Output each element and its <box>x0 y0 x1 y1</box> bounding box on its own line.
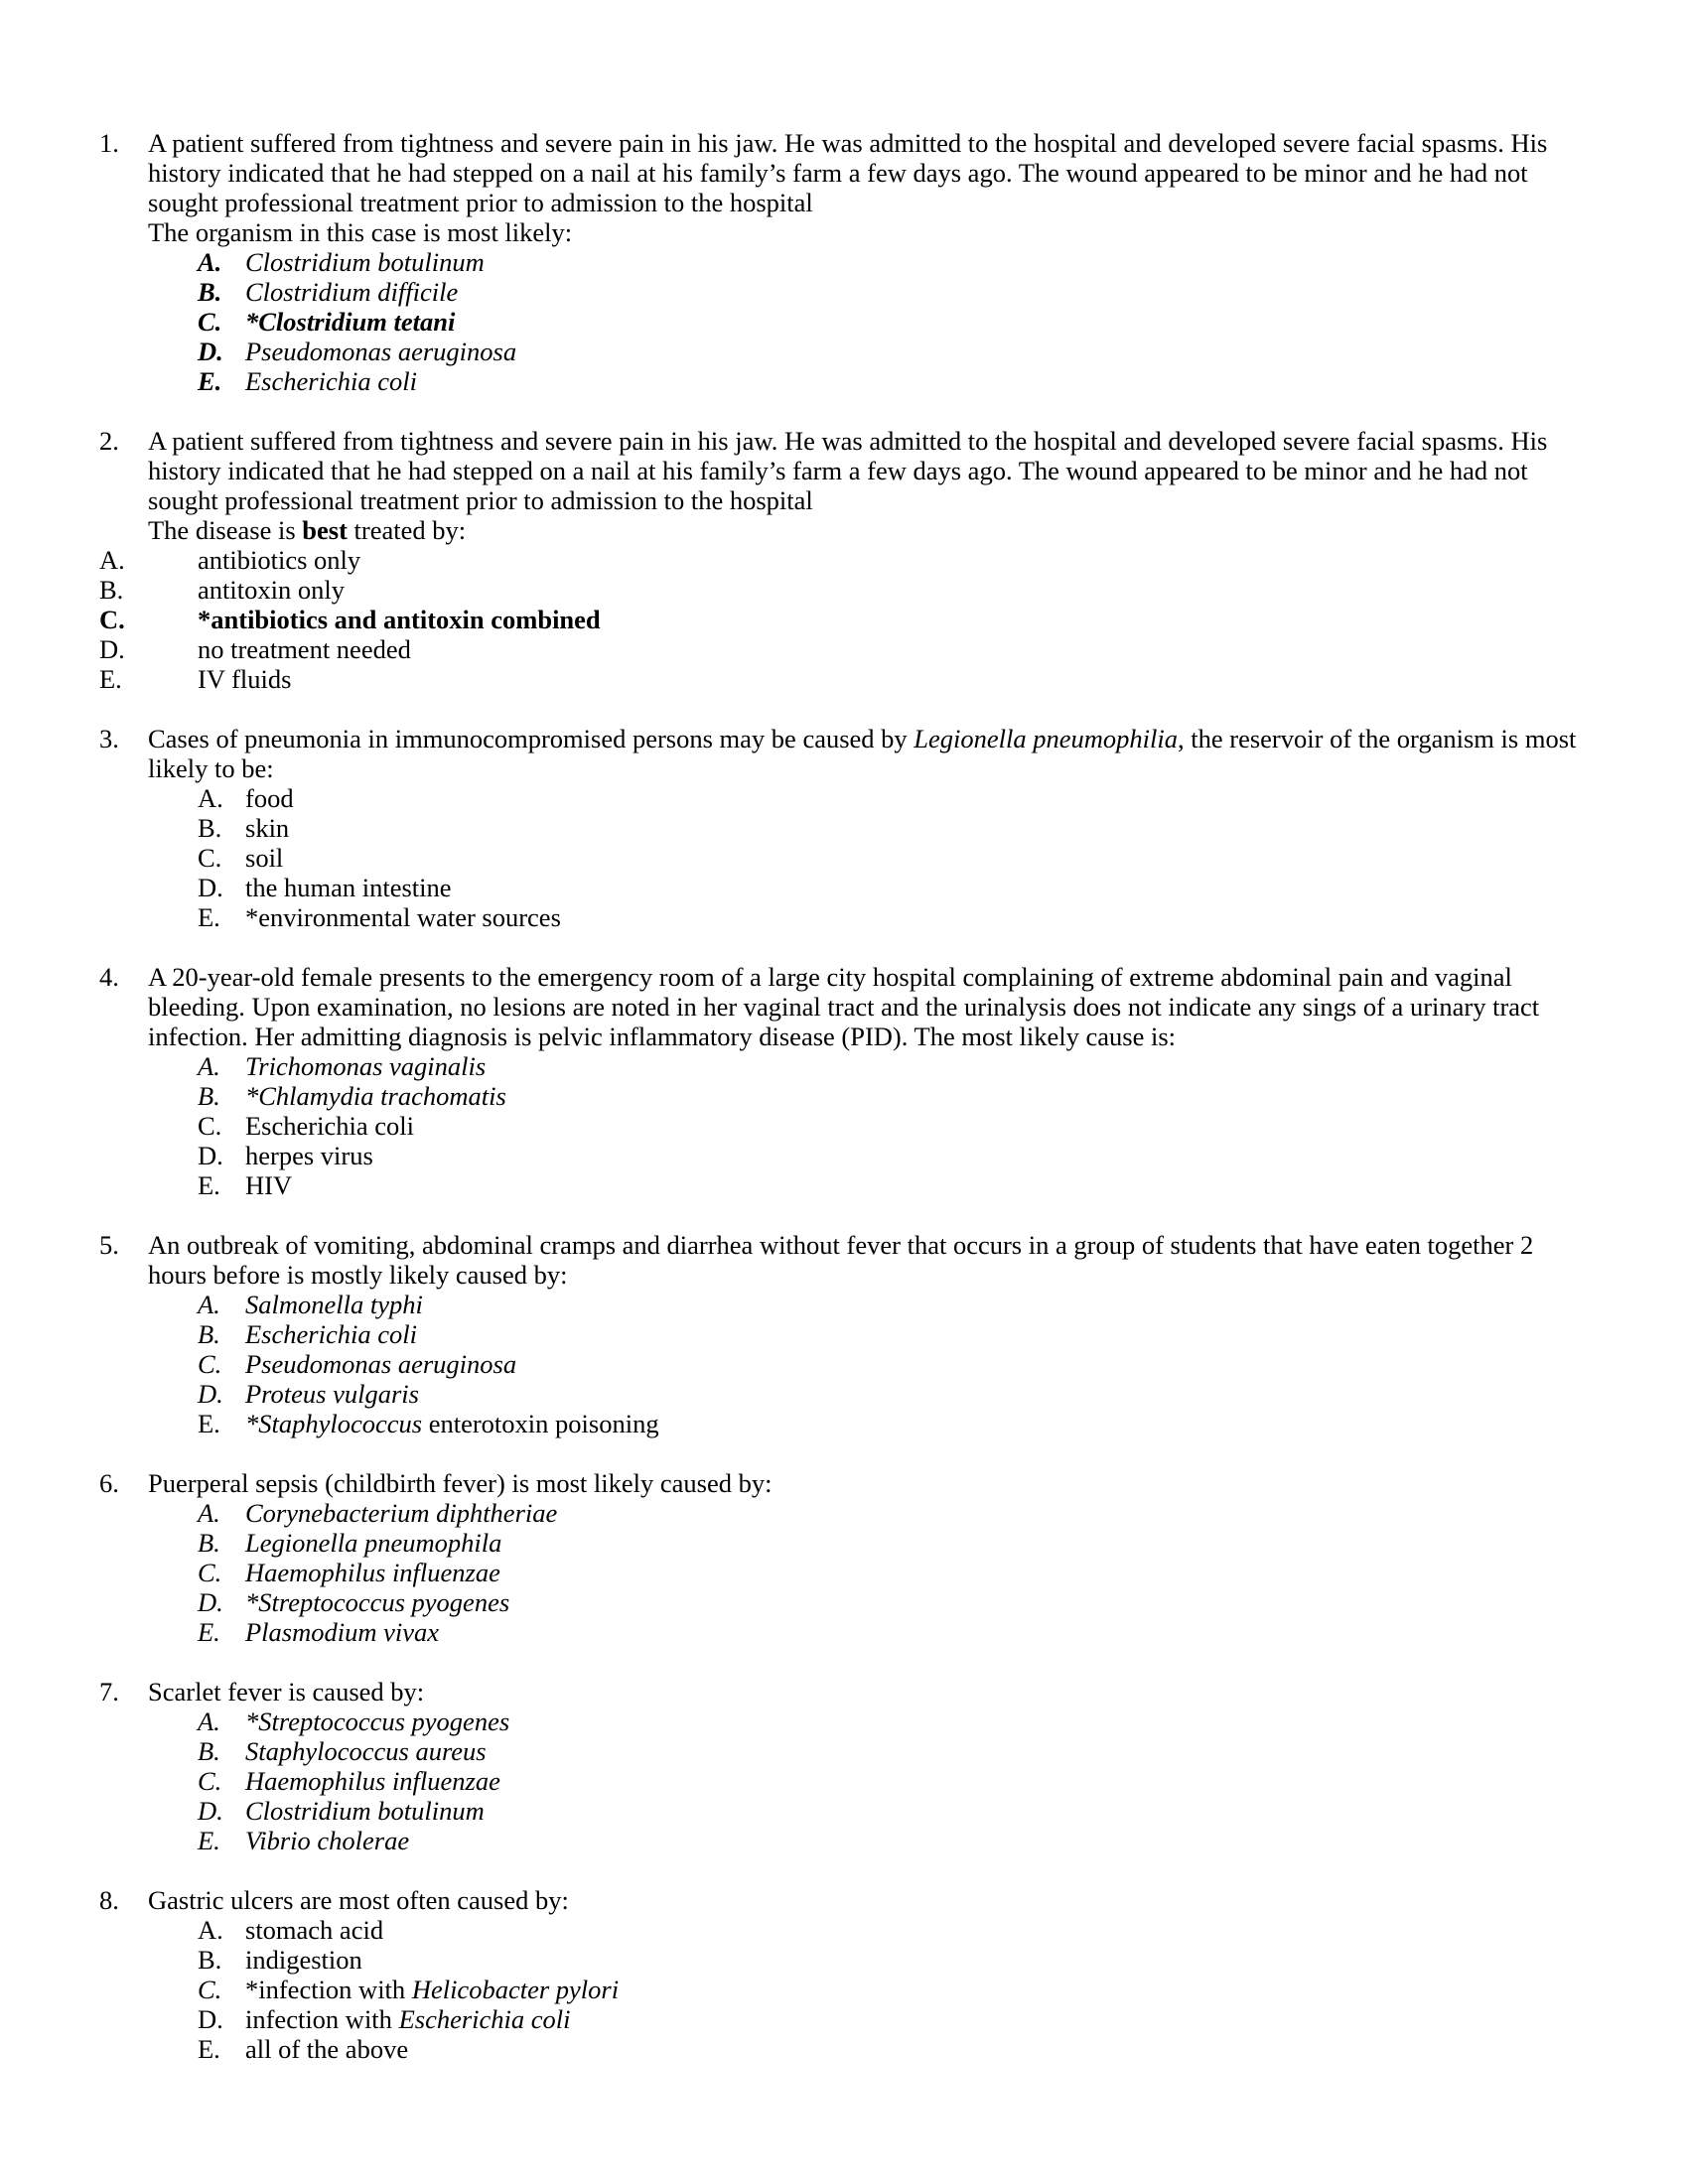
option-text <box>245 247 485 277</box>
answer-option <box>0 813 1688 843</box>
option-letter: E. <box>198 1409 220 1438</box>
option-letter: D. <box>198 1141 223 1170</box>
option-text <box>245 1081 506 1111</box>
option-text-segment: the human intestine <box>245 873 452 902</box>
stem-text: A patient suffered from tightness and severe pain in his jaw. He was admitted to the hospital and developed severe facial spasms. His <box>148 426 1548 456</box>
question-stem <box>148 1230 1688 1290</box>
option-text-segment: *Chlamydia trachomatis <box>245 1081 506 1111</box>
option-text <box>245 1379 419 1409</box>
stem-text: sought professional treatment prior to admission to the hospital <box>148 188 813 217</box>
option-text <box>245 1826 409 1855</box>
option-text <box>245 813 289 843</box>
exam-document <box>0 128 1688 2094</box>
option-text-segment: *infection with <box>245 1975 412 2004</box>
option-text-segment: Proteus vulgaris <box>245 1379 419 1409</box>
question-number: 8. <box>99 1885 119 1915</box>
stem-text: infection. Her admitting diagnosis is pelvic inflammatory disease (PID). The most likely cause is: <box>148 1022 1177 1051</box>
answer-option <box>0 1736 1688 1766</box>
answer-option <box>0 366 1688 396</box>
option-text-segment: Legionella pneumophila <box>245 1528 502 1558</box>
option-text-segment: Clostridium botulinum <box>245 1796 485 1826</box>
option-letter: B. <box>198 1736 220 1766</box>
option-text-segment: HIV <box>245 1170 293 1200</box>
option-letter: A. <box>198 1290 220 1319</box>
option-text <box>198 575 345 605</box>
option-letter: D. <box>198 1379 223 1409</box>
answer-option <box>0 902 1688 932</box>
option-text-segment: enterotoxin poisoning <box>422 1409 659 1438</box>
option-text <box>245 873 452 902</box>
option-letter: B. <box>198 1081 220 1111</box>
stem-text: Scarlet fever is caused by: <box>148 1677 425 1706</box>
option-text-segment: Helicobacter pylori <box>411 1975 620 2004</box>
option-text-segment: Clostridium botulinum <box>245 247 485 277</box>
stem-text: A 20-year-old female presents to the emergency room of a large city hospital complaining of extreme abdominal pain and vaginal <box>148 962 1512 992</box>
option-text-segment: Plasmodium vivax <box>245 1617 440 1647</box>
option-text <box>245 1170 292 1200</box>
option-letter: E. <box>198 366 222 396</box>
stem-line <box>148 485 1688 515</box>
option-letter: C. <box>198 1558 222 1587</box>
answer-option <box>0 664 1688 694</box>
option-letter: A. <box>198 1051 220 1081</box>
question-stem <box>148 128 1688 247</box>
option-text-segment: all of the above <box>245 2034 409 2064</box>
option-text <box>245 1409 659 1438</box>
option-text-segment: infection with <box>245 2004 399 2034</box>
option-text-segment: *Streptococcus pyogenes <box>245 1587 510 1617</box>
answer-option <box>0 1409 1688 1438</box>
stem-line <box>148 724 1688 753</box>
option-text <box>245 1111 414 1141</box>
stem-text: history indicated that he had stepped on a nail at his family’s farm a few days ago. The wound appeared to be minor and he had not <box>148 456 1528 485</box>
option-letter: D. <box>198 873 223 902</box>
option-letter: C. <box>198 843 222 873</box>
option-text <box>245 2034 408 2064</box>
answer-option <box>0 307 1688 337</box>
stem-text: Legionella pneumophilia <box>914 724 1179 753</box>
stem-text: Gastric ulcers are most often caused by: <box>148 1885 569 1915</box>
option-text <box>245 1558 500 1587</box>
question-stem <box>148 1677 1688 1706</box>
option-letter: E. <box>198 2034 220 2064</box>
option-letter: A. <box>198 1915 223 1945</box>
answer-option <box>0 1766 1688 1796</box>
question-7 <box>0 1677 1688 1855</box>
question-number: 6. <box>99 1468 119 1498</box>
question-number: 4. <box>99 962 119 992</box>
option-text <box>245 902 561 932</box>
option-text <box>198 634 411 664</box>
question-stem <box>148 962 1688 1051</box>
answer-option <box>0 1170 1688 1200</box>
option-letter: C. <box>198 1766 222 1796</box>
option-text-segment: food <box>245 783 294 813</box>
stem-line <box>148 992 1688 1022</box>
option-text-segment: Staphylococcus aureus <box>245 1736 487 1766</box>
stem-line <box>148 1468 1688 1498</box>
question-stem <box>148 426 1688 545</box>
question-8 <box>0 1885 1688 2064</box>
option-letter: D. <box>198 2004 223 2034</box>
answer-option <box>0 783 1688 813</box>
answer-option <box>0 873 1688 902</box>
stem-text: The disease is <box>148 515 303 545</box>
question-3 <box>0 724 1688 932</box>
answer-option <box>0 1706 1688 1736</box>
option-text <box>245 783 294 813</box>
stem-line <box>148 158 1688 188</box>
option-text <box>245 1498 557 1528</box>
option-text-segment: IV fluids <box>198 664 292 694</box>
option-text-segment: Pseudomonas aeruginosa <box>245 1349 517 1379</box>
option-letter: A. <box>198 247 222 277</box>
option-text <box>198 664 291 694</box>
option-letter: E. <box>198 1617 220 1647</box>
option-letter: A. <box>198 783 223 813</box>
answer-option <box>0 1081 1688 1111</box>
option-text <box>245 1349 516 1379</box>
answer-option <box>0 1111 1688 1141</box>
option-text-segment: *antibiotics and antitoxin combined <box>198 605 601 634</box>
answer-option <box>0 1945 1688 1975</box>
stem-line <box>148 217 1688 247</box>
answer-option <box>0 575 1688 605</box>
stem-text: Cases of pneumonia in immunocompromised persons may be caused by <box>148 724 914 753</box>
stem-text: An outbreak of vomiting, abdominal cramps and diarrhea without fever that occurs in a group of students that have eaten together 2 <box>148 1230 1534 1260</box>
option-text-segment: indigestion <box>245 1945 362 1975</box>
option-text-segment: *environmental water sources <box>245 902 561 932</box>
option-text <box>245 1766 500 1796</box>
option-letter: B. <box>198 1945 222 1975</box>
option-text <box>245 337 516 366</box>
answer-option <box>0 1558 1688 1587</box>
option-text-segment: Salmonella typhi <box>245 1290 423 1319</box>
stem-line <box>148 515 1688 545</box>
option-letter: A. <box>198 1498 220 1528</box>
option-letter: B. <box>99 575 124 605</box>
answer-option <box>0 1498 1688 1528</box>
option-text <box>245 1736 487 1766</box>
question-2 <box>0 426 1688 694</box>
option-letter: B. <box>198 1319 220 1349</box>
answer-option <box>0 1528 1688 1558</box>
stem-text: best <box>302 515 348 545</box>
question-number: 3. <box>99 724 119 753</box>
answer-option <box>0 1796 1688 1826</box>
answer-option <box>0 1975 1688 2004</box>
stem-text: , the reservoir of the organism is most <box>1178 724 1577 753</box>
option-text-segment: Haemophilus influenzae <box>245 1766 500 1796</box>
option-text-segment: Escherichia coli <box>398 2004 571 2034</box>
option-text <box>245 1796 485 1826</box>
option-text <box>245 1706 509 1736</box>
option-text <box>245 1051 486 1081</box>
question-number: 5. <box>99 1230 119 1260</box>
answer-option <box>0 605 1688 634</box>
stem-text: Puerperal sepsis (childbirth fever) is most likely caused by: <box>148 1468 773 1498</box>
stem-line <box>148 1022 1688 1051</box>
question-1 <box>0 128 1688 396</box>
option-text-segment: Trichomonas vaginalis <box>245 1051 487 1081</box>
answer-option <box>0 1290 1688 1319</box>
option-letter: B. <box>198 277 222 307</box>
stem-text: likely to be: <box>148 753 274 783</box>
answer-option <box>0 1617 1688 1647</box>
option-letter: C. <box>198 307 222 337</box>
option-text-segment: Vibrio cholerae <box>245 1826 410 1855</box>
answer-option <box>0 277 1688 307</box>
stem-text: The organism in this case is most likely: <box>148 217 573 247</box>
option-text-segment: herpes virus <box>245 1141 373 1170</box>
answer-option <box>0 545 1688 575</box>
option-text <box>245 307 455 337</box>
option-letter: A. <box>198 1706 220 1736</box>
option-text-segment: no treatment needed <box>198 634 411 664</box>
option-text <box>245 1587 509 1617</box>
option-text <box>245 1290 423 1319</box>
option-text <box>245 277 458 307</box>
stem-line <box>148 753 1688 783</box>
stem-text: treated by: <box>347 515 467 545</box>
answer-option <box>0 634 1688 664</box>
stem-line <box>148 1677 1688 1706</box>
option-text <box>198 605 601 634</box>
stem-text: hours before is mostly likely caused by: <box>148 1260 568 1290</box>
option-letter: D. <box>198 1796 223 1826</box>
option-text-segment: *Streptococcus pyogenes <box>245 1706 510 1736</box>
answer-option <box>0 2004 1688 2034</box>
stem-text: sought professional treatment prior to admission to the hospital <box>148 485 813 515</box>
option-text <box>245 1915 383 1945</box>
option-text <box>245 1975 619 2004</box>
stem-text: bleeding. Upon examination, no lesions are noted in her vaginal tract and the urinalysis does not indicate any sings of a urinary tract <box>148 992 1540 1022</box>
option-letter: C. <box>198 1975 222 2004</box>
question-stem <box>148 1468 1688 1498</box>
stem-line <box>148 456 1688 485</box>
option-text <box>245 1617 439 1647</box>
option-letter: D. <box>198 1587 223 1617</box>
option-text-segment: Pseudomonas aeruginosa <box>245 337 517 366</box>
stem-text: history indicated that he had stepped on a nail at his family’s farm a few days ago. The wound appeared to be minor and he had not <box>148 158 1528 188</box>
option-letter: B. <box>198 813 222 843</box>
answer-option <box>0 247 1688 277</box>
answer-option <box>0 1349 1688 1379</box>
option-text <box>198 545 360 575</box>
answer-option <box>0 1915 1688 1945</box>
option-text <box>245 843 283 873</box>
answer-option <box>0 337 1688 366</box>
option-text-segment: soil <box>245 843 284 873</box>
option-letter: E. <box>198 1826 220 1855</box>
answer-option <box>0 1587 1688 1617</box>
option-text-segment: *Staphylococcus <box>245 1409 423 1438</box>
option-text-segment: skin <box>245 813 290 843</box>
option-text-segment: stomach acid <box>245 1915 384 1945</box>
question-stem <box>148 1885 1688 1915</box>
answer-option <box>0 1826 1688 1855</box>
stem-line <box>148 1260 1688 1290</box>
stem-line <box>148 962 1688 992</box>
question-number: 7. <box>99 1677 119 1706</box>
option-text <box>245 366 417 396</box>
option-text-segment: Clostridium difficile <box>245 277 459 307</box>
option-letter: C. <box>198 1111 222 1141</box>
option-letter: D. <box>99 634 125 664</box>
option-text <box>245 2004 571 2034</box>
option-text-segment: Corynebacterium diphtheriae <box>245 1498 558 1528</box>
stem-line <box>148 426 1688 456</box>
stem-line <box>148 128 1688 158</box>
answer-option <box>0 1051 1688 1081</box>
option-text-segment: Escherichia coli <box>245 1111 414 1141</box>
option-text-segment: Escherichia coli <box>245 366 417 396</box>
question-number: 1. <box>99 128 119 158</box>
stem-line <box>148 1885 1688 1915</box>
option-text <box>245 1319 417 1349</box>
answer-option <box>0 1379 1688 1409</box>
option-letter: C. <box>198 1349 222 1379</box>
option-text <box>245 1528 501 1558</box>
question-5 <box>0 1230 1688 1438</box>
stem-line <box>148 1230 1688 1260</box>
option-letter: C. <box>99 605 125 634</box>
option-letter: A. <box>99 545 125 575</box>
answer-option <box>0 843 1688 873</box>
option-letter: B. <box>198 1528 220 1558</box>
answer-option <box>0 2034 1688 2064</box>
option-text-segment: *Clostridium tetani <box>245 307 456 337</box>
option-letter: E. <box>198 1170 220 1200</box>
option-letter: E. <box>198 902 220 932</box>
stem-text: A patient suffered from tightness and severe pain in his jaw. He was admitted to the hospital and developed severe facial spasms. His <box>148 128 1548 158</box>
answer-option <box>0 1319 1688 1349</box>
option-text-segment: antibiotics only <box>198 545 361 575</box>
question-number: 2. <box>99 426 119 456</box>
stem-line <box>148 188 1688 217</box>
option-text-segment: Haemophilus influenzae <box>245 1558 500 1587</box>
option-letter: D. <box>198 337 223 366</box>
question-4 <box>0 962 1688 1200</box>
option-text <box>245 1141 373 1170</box>
answer-option <box>0 1141 1688 1170</box>
question-6 <box>0 1468 1688 1647</box>
question-stem <box>148 724 1688 783</box>
option-letter: E. <box>99 664 122 694</box>
option-text-segment: Escherichia coli <box>245 1319 417 1349</box>
option-text-segment: antitoxin only <box>198 575 345 605</box>
option-text <box>245 1945 362 1975</box>
